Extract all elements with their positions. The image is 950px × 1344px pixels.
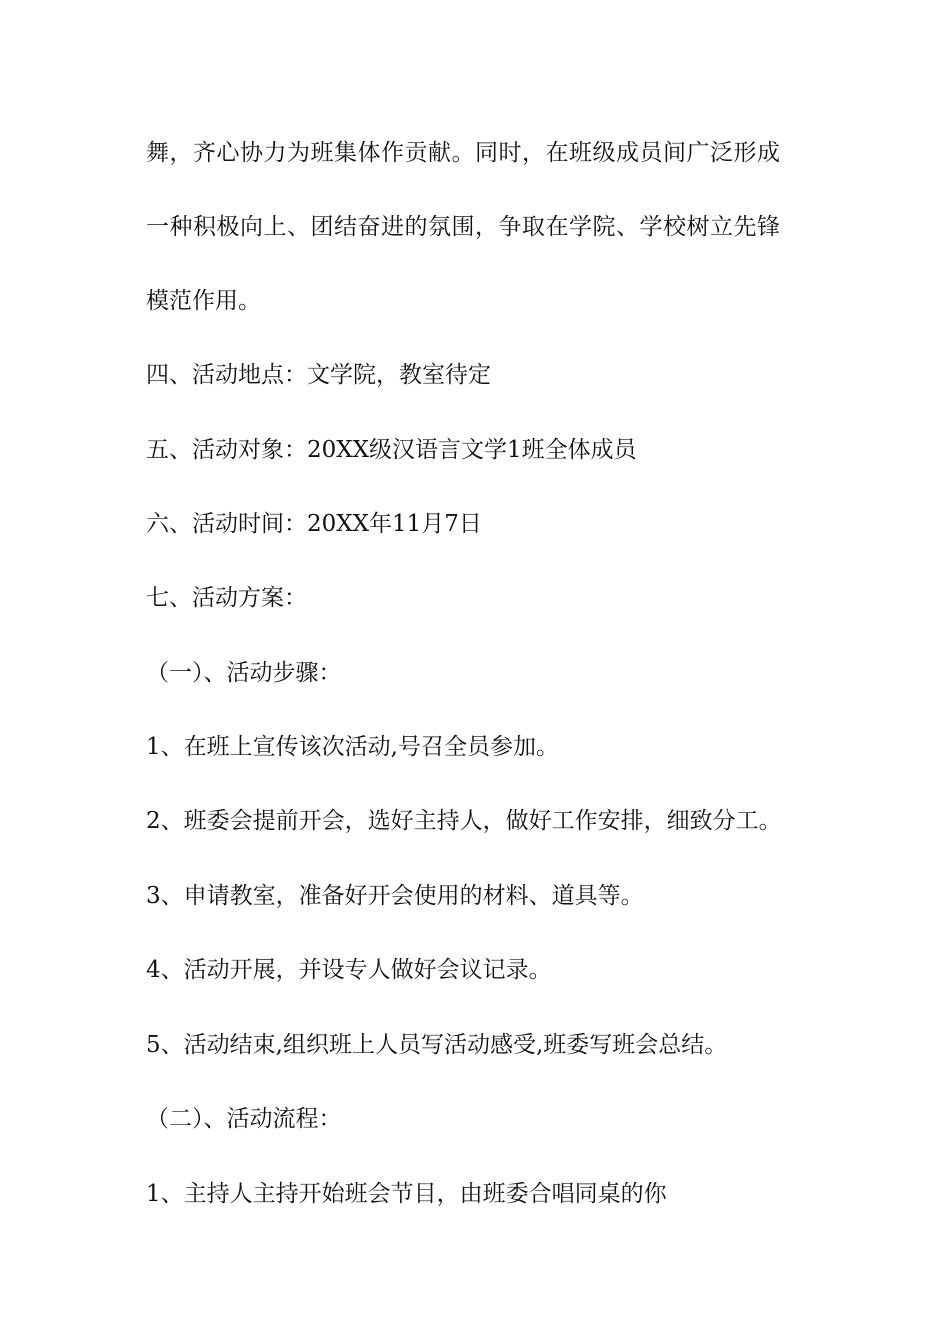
subsection-heading-steps: （一）、活动步骤： [146,660,342,686]
paragraph-line: 舞，齐心协力为班集体作贡献。同时，在班级成员间广泛形成 [146,140,781,166]
section-heading-time: 六、活动时间：20XX年11月7日 [146,511,482,537]
list-item: 3、申请教室，准备好开会使用的材料、道具等。 [146,883,644,909]
list-item: 2、班委会提前开会，选好主持人，做好工作安排，细致分工。 [146,808,782,834]
list-item: 4、活动开展，并设专人做好会议记录。 [146,957,552,983]
section-heading-participants: 五、活动对象：20XX级汉语言文学1班全体成员 [146,437,637,463]
list-item: 1、在班上宣传该次活动,号召全员参加。 [146,734,559,760]
section-heading-location: 四、活动地点：文学院，教室待定 [146,362,491,388]
section-heading-plan: 七、活动方案： [146,585,307,611]
list-item: 5、活动结束,组织班上人员写活动感受,班委写班会总结。 [146,1032,728,1058]
paragraph-line: 一种积极向上、团结奋进的氛围，争取在学院、学校树立先锋 [146,214,781,240]
list-item: 1、主持人主持开始班会节目，由班委合唱同桌的你 [146,1181,667,1207]
paragraph-line: 模范作用。 [146,288,261,314]
subsection-heading-process: （二）、活动流程： [146,1106,342,1132]
